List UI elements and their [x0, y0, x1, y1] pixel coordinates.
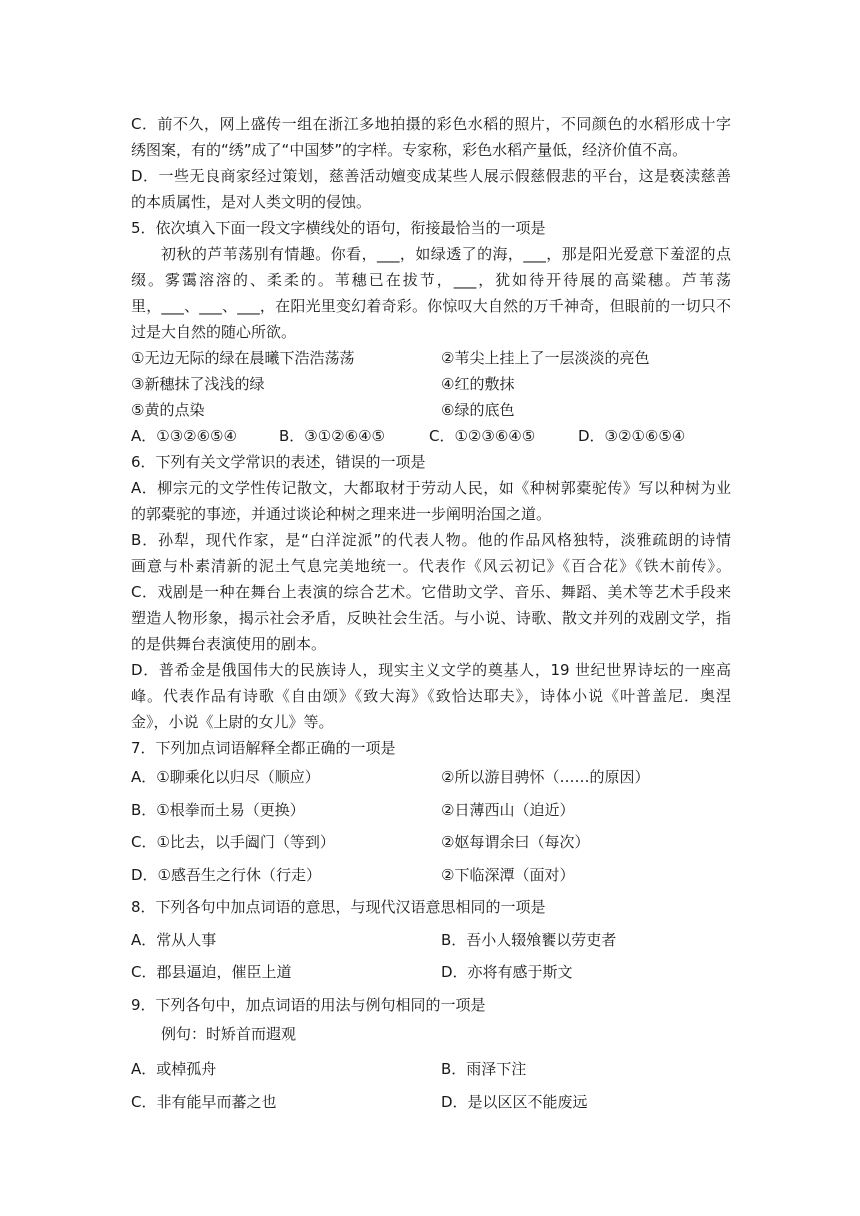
q9-option-row	[131, 1053, 731, 1086]
q5-option-a: A．①③②⑥⑤④	[131, 427, 237, 445]
q8-option-b: B．吾小人辍飧饔以劳吏者	[441, 930, 617, 949]
q8-option-row	[131, 924, 731, 957]
q7-option-a-2: ②所以游目骋怀（……的原因）	[441, 768, 650, 786]
q6-line: 的郭橐驼的事迹，并通过谈论种树之理来进一步阐明治国之道。	[131, 505, 552, 523]
q8-option-d: D．亦将有感于斯文	[441, 963, 573, 981]
q4-option-d-line2: 的本质属性，是对人类文明的侵蚀。	[131, 193, 372, 211]
q6-line: D．普希金是俄国伟大的民族诗人，现实主义文学的奠基人，19 世纪世界诗坛的一座高	[131, 661, 731, 679]
q7-option-b-1: B．①根拳而土易（更换）	[131, 800, 305, 819]
q6-line: 的是供舞台表演使用的剧本。	[131, 635, 327, 653]
q9-example: 例句：时矫首而遐观	[161, 1025, 297, 1043]
q5-item: ①无边无际的绿在晨曦下浩浩荡荡	[131, 349, 355, 367]
q8-option-c: C．郡县逼迫，催臣上道	[131, 963, 292, 981]
q7-option-b-2: ②日薄西山（迫近）	[441, 800, 575, 819]
document-body	[131, 111, 731, 1118]
q5-item-row	[131, 371, 731, 397]
q7-option-row	[131, 859, 731, 892]
q8-option-a: A．常从人事	[131, 930, 217, 949]
q9-stem-row	[131, 989, 731, 1022]
q9-option-d: D．是以区区不能废远	[441, 1092, 588, 1111]
q4-option-d-line1: D．一些无良商家经过策划，慈善活动嬗变成某些人展示假慈假悲的平台，这是亵渎慈善	[131, 167, 731, 185]
q8-option-row	[131, 956, 731, 989]
q6-line: B．孙犁，现代作家，是“白洋淀派”的代表人物。他的作品风格独特，淡雅疏朗的诗情	[131, 531, 731, 549]
q5-item: ③新穗抹了浅浅的绿	[131, 375, 265, 393]
q9-option-row	[131, 1086, 731, 1119]
q5-item: ④红的敷抹	[441, 375, 515, 393]
q7-stem: 7．下列加点词语解释全都正确的一项是	[131, 739, 396, 757]
q7-option-row	[131, 761, 731, 794]
q5-options	[131, 423, 731, 449]
q9-stem: 9．下列各句中，加点词语的用法与例句相同的一项是	[131, 995, 486, 1014]
q9-option-a: A．或棹孤舟	[131, 1060, 217, 1078]
q7-option-d-2: ②下临深潭（面对）	[441, 865, 575, 884]
q7-option-row	[131, 794, 731, 827]
q4-option-c-line2: 绣图案，有的“绣”成了“中国梦”的字样。专家称，彩色水稻产量低，经济价值不高。	[131, 141, 688, 159]
q6-line: A．柳宗元的文学性传记散文，大都取材于劳动人民，如《种树郭橐驼传》写以种树为业	[131, 479, 731, 497]
q5-item: ②苇尖上挂上了一层淡淡的亮色	[441, 349, 650, 367]
q8-stem-row	[131, 891, 731, 924]
q8-stem: 8．下列各句中加点词语的意思，与现代汉语意思相同的一项是	[131, 898, 546, 916]
q5-item-row	[131, 345, 731, 371]
q5-passage-line: 里，___、___、___，在阳光里变幻着奇彩。你惊叹大自然的万千神奇，但眼前的一切只不	[131, 297, 731, 315]
q5-passage-line: 初秋的芦苇荡别有情趣。你看，___，如绿透了的海，___，那是阳光爱意下羞涩的点	[161, 245, 731, 263]
q7-option-c-1: C．①比去，以手阖门（等到）	[131, 833, 335, 851]
q7-option-c-2: ②妪每谓余曰（每次）	[441, 833, 590, 851]
q5-option-b: B．③①②⑥④⑤	[279, 427, 385, 445]
q6-line: 画意与朴素清新的泥土气息完美地统一。代表作《风云初记》《百合花》《铁木前传》。	[131, 557, 731, 575]
q7-option-a-1: A．①聊乘化以归尽（顺应）	[131, 768, 320, 786]
q5-option-c: C．①②③⑥④⑤	[429, 427, 536, 445]
q9-option-b: B．雨泽下注	[441, 1060, 527, 1078]
q5-item: ⑥绿的底色	[441, 401, 515, 419]
q6-line: 金》，小说《上尉的女儿》等。	[131, 713, 334, 731]
q6-line: C．戏剧是一种在舞台上表演的综合艺术。它借助文学、音乐、舞蹈、美术等艺术手段来	[131, 583, 731, 601]
q4-option-c-line1: C．前不久，网上盛传一组在浙江多地拍摄的彩色水稻的照片，不同颜色的水稻形成十字	[131, 115, 731, 133]
q7-option-d-1: D．①感吾生之行休（行走）	[131, 865, 321, 884]
q5-item: ⑤黄的点染	[131, 401, 205, 419]
q5-option-d: D．③②①⑥⑤④	[578, 427, 686, 445]
q5-passage-line: 缀。雾霭溶溶的、柔柔的。苇穗已在拔节，___，犹如待开待展的高粱穗。芦苇荡	[131, 271, 731, 289]
q5-stem: 5．依次填入下面一段文字横线处的语句，衔接最恰当的一项是	[131, 219, 546, 237]
q9-option-c: C．非有能早而蕃之也	[131, 1092, 277, 1111]
q6-line: 峰。代表作品有诗歌《自由颂》《致大海》《致恰达耶夫》，诗体小说《叶普盖尼．奥涅	[131, 687, 731, 705]
q5-item-row	[131, 397, 731, 423]
q5-passage-line: 过是大自然的随心所欲。	[131, 323, 297, 341]
q7-option-row	[131, 826, 731, 859]
q6-stem: 6．下列有关文学常识的表述，错误的一项是	[131, 453, 426, 471]
q6-line: 塑造人物形象，揭示社会矛盾，反映社会生活。与小说、诗歌、散文并列的戏剧文学，指	[131, 609, 731, 627]
